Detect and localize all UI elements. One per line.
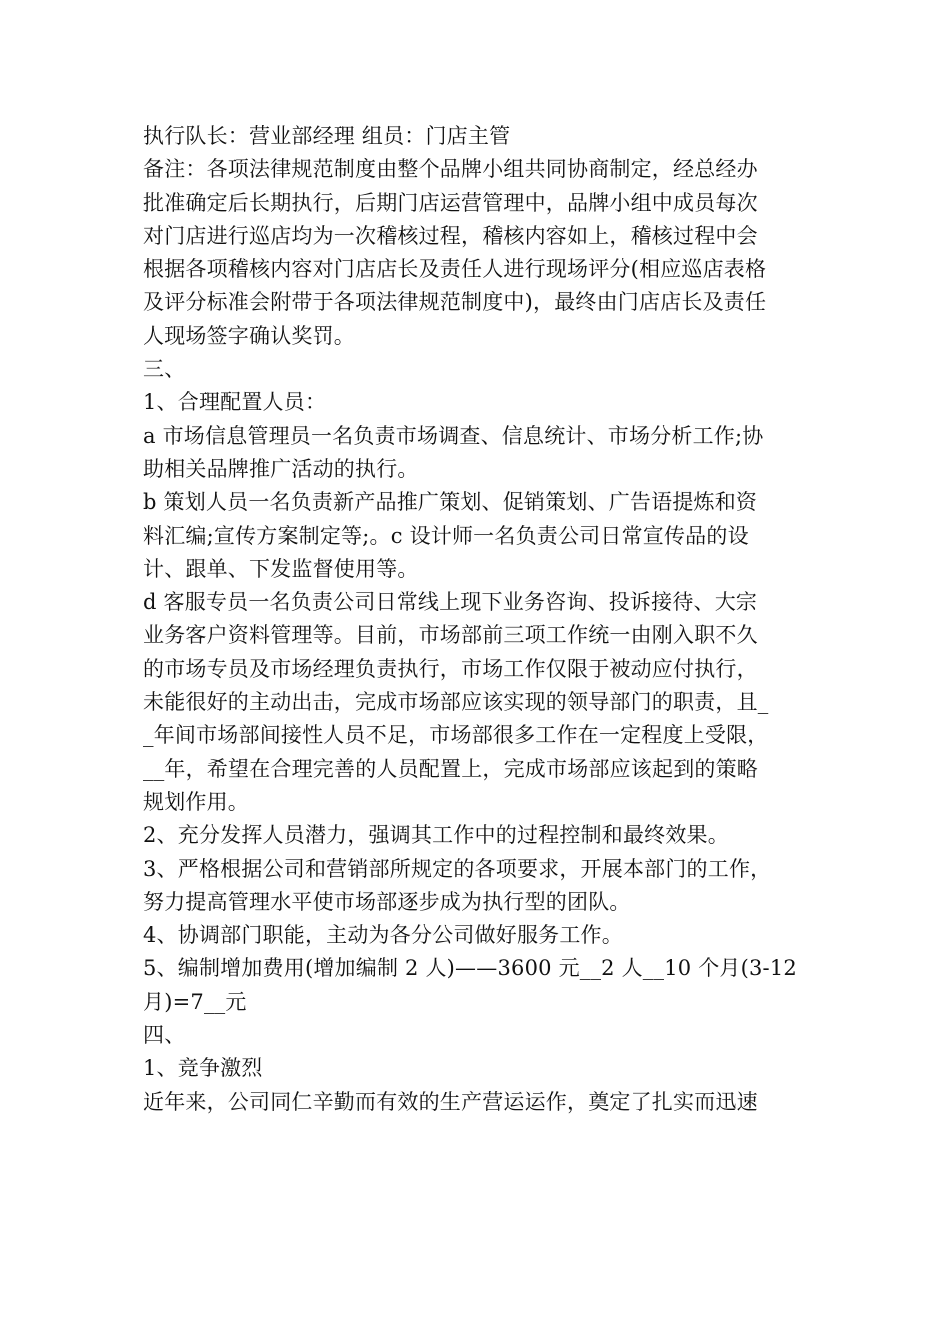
text-line: 对门店进行巡店均为一次稽核过程，稽核内容如上，稽核过程中会 xyxy=(143,223,758,248)
text-line: 料汇编;宣传方案制定等;。c 设计师一名负责公司日常宣传品的设 xyxy=(143,523,749,548)
text-line: 助相关品牌推广活动的执行。 xyxy=(143,456,419,481)
text-line: 未能很好的主动出击，完成市场部应该实现的领导部门的职责，且_ xyxy=(143,690,769,715)
text-line: 计、跟单、下发监督使用等。 xyxy=(143,556,419,581)
section-heading: 四、 xyxy=(143,1023,186,1048)
text-line: 2、充分发挥人员潜力，强调其工作中的过程控制和最终效果。 xyxy=(143,823,729,848)
text-line: 业务客户资料管理等。目前，市场部前三项工作统一由刚入职不久 xyxy=(143,623,758,648)
text-line: __年，希望在合理完善的人员配置上，完成市场部应该起到的策略 xyxy=(143,756,758,781)
text-line: 人现场签字确认奖罚。 xyxy=(143,323,355,348)
document-body xyxy=(143,120,813,1119)
text-line: 月)=7__元 xyxy=(143,989,247,1014)
text-line: 执行队长：营业部经理 组员：门店主管 xyxy=(143,124,511,148)
text-line: 规划作用。 xyxy=(143,789,249,814)
text-line: 近年来，公司同仁辛勤而有效的生产营运运作，奠定了扎实而迅速 xyxy=(143,1089,758,1114)
text-line: 及评分标准会附带于各项法律规范制度中)，最终由门店店长及责任 xyxy=(143,290,767,315)
text-line: 的市场专员及市场经理负责执行，市场工作仅限于被动应付执行， xyxy=(143,656,758,681)
section-heading: 三、 xyxy=(143,357,186,382)
text-line: d 客服专员一名负责公司日常线上现下业务咨询、投诉接待、大宗 xyxy=(143,590,758,615)
text-line: 4、协调部门职能，主动为各分公司做好服务工作。 xyxy=(143,923,623,948)
text-line: _年间市场部间接性人员不足，市场部很多工作在一定程度上受限， xyxy=(143,723,769,748)
text-line: 根据各项稽核内容对门店店长及责任人进行现场评分(相应巡店表格 xyxy=(143,257,767,282)
text-line: a 市场信息管理员一名负责市场调查、信息统计、市场分析工作;协 xyxy=(143,423,764,448)
text-line: 3、严格根据公司和营销部所规定的各项要求，开展本部门的工作， xyxy=(143,856,772,881)
text-line: b 策划人员一名负责新产品推广策划、促销策划、广告语提炼和资 xyxy=(143,490,758,515)
text-line: 1、合理配置人员： xyxy=(143,390,327,415)
text-line: 批准确定后长期执行，后期门店运营管理中，品牌小组中成员每次 xyxy=(143,190,758,215)
text-line: 备注：各项法律规范制度由整个品牌小组共同协商制定，经总经办 xyxy=(143,157,758,182)
text-line: 1、竞争激烈 xyxy=(143,1056,263,1081)
text-line: 5、编制增加费用(增加编制 2 人)——3600 元__2 人__10 个月(3-12 xyxy=(143,956,797,981)
text-line: 努力提高管理水平使市场部逐步成为执行型的团队。 xyxy=(143,889,631,914)
